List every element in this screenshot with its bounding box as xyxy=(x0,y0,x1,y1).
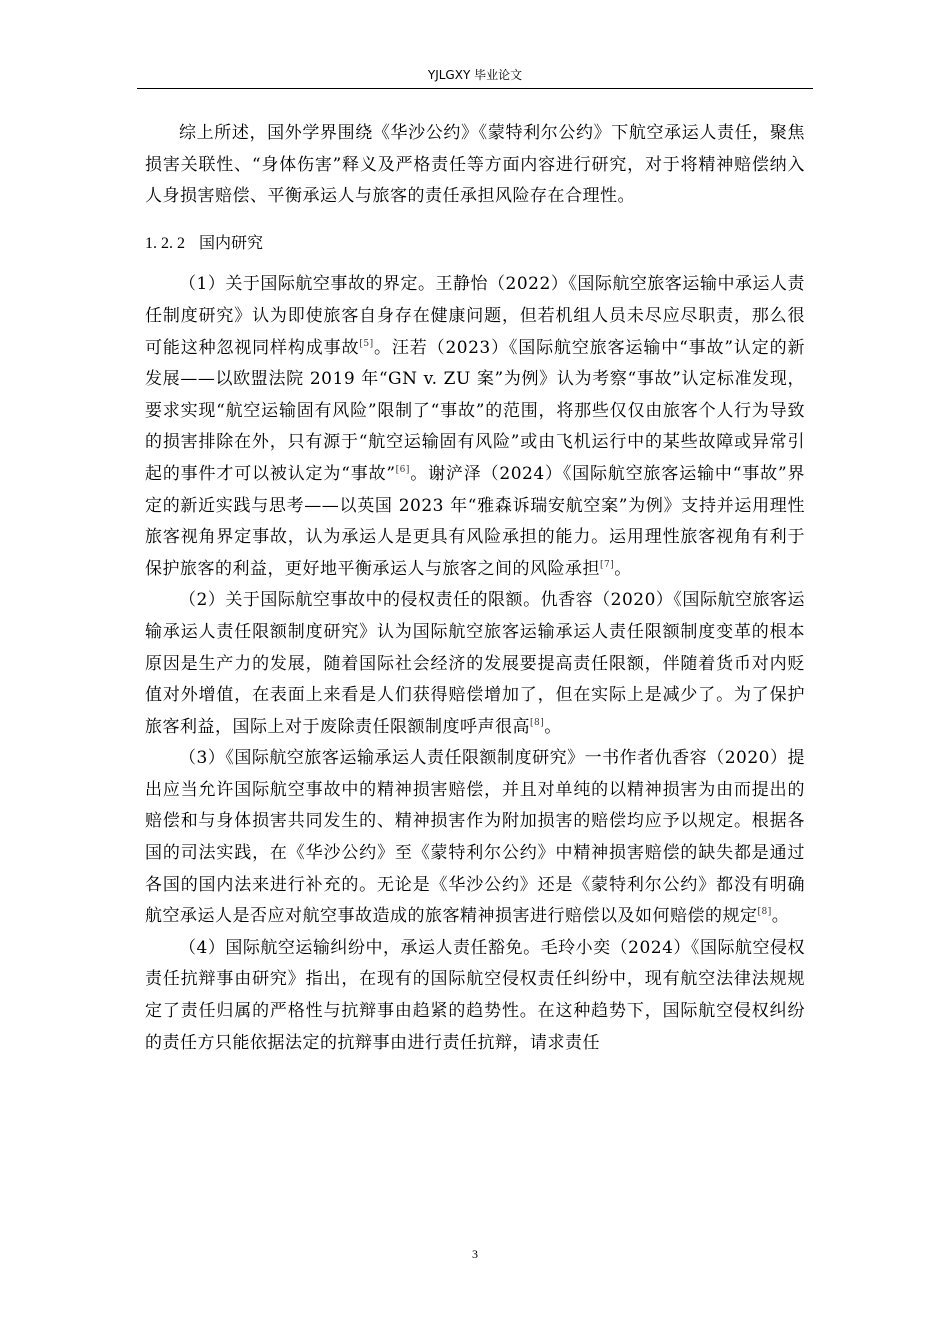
citation-ref: [8] xyxy=(757,907,772,918)
section-title: 国内研究 xyxy=(199,232,264,252)
text-run: （1）关于国际航空事故的界定。王静怡（2022）《国际航空旅客运输中承运人责任制度研究》认为即使旅客自身存在健康问题，但若机组人员未尽应尽职责，那么很可能这种忽视同样构成事故 xyxy=(145,274,805,358)
running-header: YJLGXY 毕业论文 xyxy=(427,68,523,82)
page-number: 3 xyxy=(472,1247,478,1261)
citation-ref: [7] xyxy=(600,559,615,570)
paragraph-mental-damage xyxy=(145,743,805,933)
paragraph-liability-exemption: （4）国际航空运输纠纷中，承运人责任豁免。毛玲小奕（2024）《国际航空侵权责任抗辩事由研究》指出，在现有的国际航空侵权责任纠纷中，现有航空法律法规规定了责任归属的严格性与抗辩事由趋紧的趋势性。在这种趋势下，国际航空侵权纠纷的责任方只能依据法定的抗辩事由进行责任抗辩，请求责任 xyxy=(145,937,805,1053)
text-run: （3）《国际航空旅客运输承运人责任限额制度研究》一书作者仇香容（2020）提出应当允许国际航空事故中的精神损害赔偿，并且对单纯的以精神损害为由而提出的赔偿和与身体损害共同发生的、精神损害作为附加损害的赔偿均应予以规定。根据各国的司法实践，在《华沙公约》至《蒙特利尔公约》中精神损害赔偿的缺失都是通过各国的国内法来进行补充的。无论是《华沙公约》还是《蒙特利尔公约》都没有明确航空承运人是否应对航空事故造成的旅客精神损害进行赔偿以及如何赔偿的规定 xyxy=(145,748,805,927)
text-run: 。汪若（2023）《国际航空旅客运输中“事故”认定的新发展——以欧盟法院 2019 年“GN v. ZU 案”为例》认为考察“事故”认定标准发现，要求实现“航空运输固有风险”限制了“事故”的范围，将那些仅仅由旅客个人行为导致的损害排除在外，只有源于“航空运输固有风险”或由飞机运行中的某些故障或异常引起的事件才可以被认定为“事故” xyxy=(145,337,805,484)
paragraph-accident-definition xyxy=(145,269,805,585)
text-run: 。 xyxy=(544,716,562,737)
citation-ref: [6] xyxy=(395,464,410,475)
text-run: 。 xyxy=(614,558,632,579)
text-run: 。谢浐泽（2024）《国际航空旅客运输中“事故”界定的新近实践与思考——以英国 2023 年“雅森诉瑞安航空案”为例》支持并运用理性旅客视角界定事故，认为承运人是更具有风险承担的能力。运用理性旅客视角有利于保护旅客的利益，更好地平衡承运人与旅客之间的风险承担 xyxy=(145,463,805,579)
header-divider xyxy=(137,88,813,89)
text-run: （2）关于国际航空事故中的侵权责任的限额。仇香容（2020）《国际航空旅客运输承运人责任限额制度研究》认为国际航空旅客运输承运人责任限额制度变革的根本原因是生产力的发展，随着国际社会经济的发展要提高责任限额，伴随着货币对内贬值对外增值，在表面上来看是人们获得赔偿增加了，但在实际上是减少了。为了保护旅客利益，国际上对于废除责任限额制度呼声很高 xyxy=(145,590,805,737)
citation-ref: [8] xyxy=(530,717,545,728)
paragraph-liability-limit xyxy=(145,585,805,743)
section-heading xyxy=(145,227,805,260)
section-number: 1. 2. 2 xyxy=(145,234,185,252)
document-body xyxy=(145,118,805,1059)
citation-ref: [5] xyxy=(359,338,374,349)
summary-paragraph: 综上所述，国外学界围绕《华沙公约》《蒙特利尔公约》下航空承运人责任，聚焦损害关联性、“身体伤害”释义及严格责任等方面内容进行研究，对于将精神赔偿纳入人身损害赔偿、平衡承运人与旅客的责任承担风险存在合理性。 xyxy=(145,123,805,207)
text-run: 。 xyxy=(771,906,790,927)
